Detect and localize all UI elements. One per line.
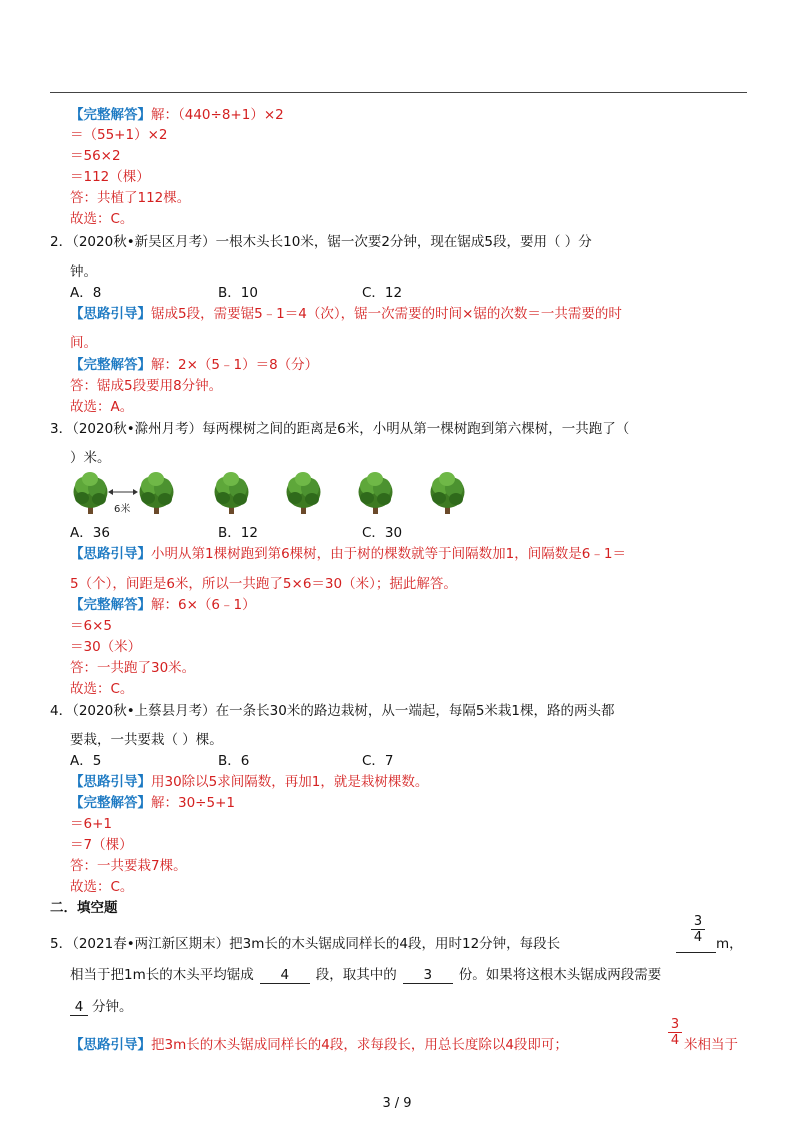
q4-conclusion: 答：一共要栽7棵。 [70, 858, 187, 874]
q3-stem-line2: ）米。 [70, 450, 111, 466]
q3-step2: ＝6×5 [70, 618, 112, 634]
q1-step4: ＝112（棵） [70, 169, 150, 185]
q5-blank-2: 3 [403, 967, 453, 984]
q2-stem-line2: 钟。 [70, 264, 97, 280]
q5-blank-3: 4 [70, 999, 88, 1016]
tree-3-icon [215, 472, 249, 514]
q1-answer-line: 【完整解答】解：（440÷8+1）×2 [70, 107, 284, 123]
q5-hint-fraction: $\frac{3}{4}$ [668, 1018, 682, 1047]
q5-stem-line1: 5．（2021春•两江新区期末）把3m长的木头锯成同样长的4段，用时12分钟，每段长 [50, 936, 561, 952]
q3-stem-line1: 3．（2020秋•滁州月考）每两棵树之间的距离是6米，小明从第一棵树跑到第六棵树，一共跑了（ [50, 421, 630, 437]
q4-hint-line: 【思路引导】用30除以5求间隔数，再加1，就是栽树棵数。 [70, 774, 429, 790]
q5-fraction: $\frac{3}{4}$ [691, 915, 705, 944]
q2-hint-line2: 间。 [70, 335, 97, 351]
q2-option-c: C．12 [362, 285, 403, 301]
distance-label: 6米 [114, 504, 131, 515]
q5-stem-line2: 相当于把1m长的木头平均锯成 4 段，取其中的 3 份。如果将这根木头锯成两段需要 [70, 967, 662, 983]
q3-conclusion: 答：一共跑了30米。 [70, 660, 196, 676]
q4-stem-line2: 要栽，一共要栽（ ）棵。 [70, 732, 223, 748]
header-rule [50, 92, 747, 93]
q5-hint-tail: 米相当于 [684, 1037, 738, 1053]
q4-answer-line: 【完整解答】解：30÷5+1 [70, 795, 235, 811]
q4-option-b: B．6 [218, 753, 250, 769]
q3-answer-line: 【完整解答】解：6×（6﹣1） [70, 597, 256, 613]
tree-figure [72, 468, 472, 520]
arrow-left-head [108, 489, 113, 495]
tree-4-icon [287, 472, 321, 514]
q5-blank-frac: m， [676, 935, 743, 953]
q3-option-a: A．36 [70, 525, 110, 541]
q5-hint-line: 【思路引导】把3m长的木头锯成同样长的4段，求每段长，用总长度除以4段即可； [70, 1037, 568, 1053]
q2-hint-line1: 【思路引导】锯成5段，需要锯5﹣1＝4（次），锯一次需要的时间×锯的次数＝一共需要的时 [70, 306, 622, 322]
q1-choice: 故选：C。 [70, 211, 134, 227]
q2-answer-line: 【完整解答】解：2×（5﹣1）＝8（分） [70, 357, 319, 373]
q4-stem-line1: 4．（2020秋•上蔡县月考）在一条长30米的路边栽树，从一端起，每隔5米栽1棵，路的两头都 [50, 703, 615, 719]
q3-step3: ＝30（米） [70, 639, 142, 655]
section-title: 二．填空题 [50, 900, 118, 916]
q1-step3: ＝56×2 [70, 148, 121, 164]
q4-step2: ＝6+1 [70, 816, 112, 832]
q1-conclusion: 答：共植了112棵。 [70, 190, 191, 206]
q4-step3: ＝7（棵） [70, 837, 133, 853]
q3-option-c: C．30 [362, 525, 403, 541]
q4-option-a: A．5 [70, 753, 102, 769]
q3-option-b: B．12 [218, 525, 258, 541]
q2-option-a: A．8 [70, 285, 102, 301]
tree-1-icon [74, 472, 108, 514]
q4-option-c: C．7 [362, 753, 394, 769]
arrow-right-head [133, 489, 138, 495]
q1-step2: ＝（55+1）×2 [70, 127, 168, 143]
q2-choice: 故选：A。 [70, 399, 134, 415]
q3-hint-line1: 【思路引导】小明从第1棵树跑到第6棵树，由于树的棵数就等于间隔数加1，间隔数是6﹣1＝ [70, 546, 626, 562]
q4-choice: 故选：C。 [70, 879, 134, 895]
q2-conclusion: 答：锯成5段要用8分钟。 [70, 378, 223, 394]
tree-6-icon [431, 472, 465, 514]
page-number: 3 / 9 [382, 1096, 412, 1111]
q3-hint-line2: 5（个），间距是6米，所以一共跑了5×6＝30（米）；据此解答。 [70, 576, 457, 592]
tree-5-icon [359, 472, 393, 514]
tree-2-icon [140, 472, 174, 514]
q3-choice: 故选：C。 [70, 681, 134, 697]
q2-stem-line1: 2．（2020秋•新吴区月考）一根木头长10米，锯一次要2分钟，现在锯成5段，要用（ ）分 [50, 234, 592, 250]
q5-blank-1: 4 [260, 967, 310, 984]
q5-stem-line3: 4 分钟。 [70, 998, 133, 1016]
q2-option-b: B．10 [218, 285, 258, 301]
